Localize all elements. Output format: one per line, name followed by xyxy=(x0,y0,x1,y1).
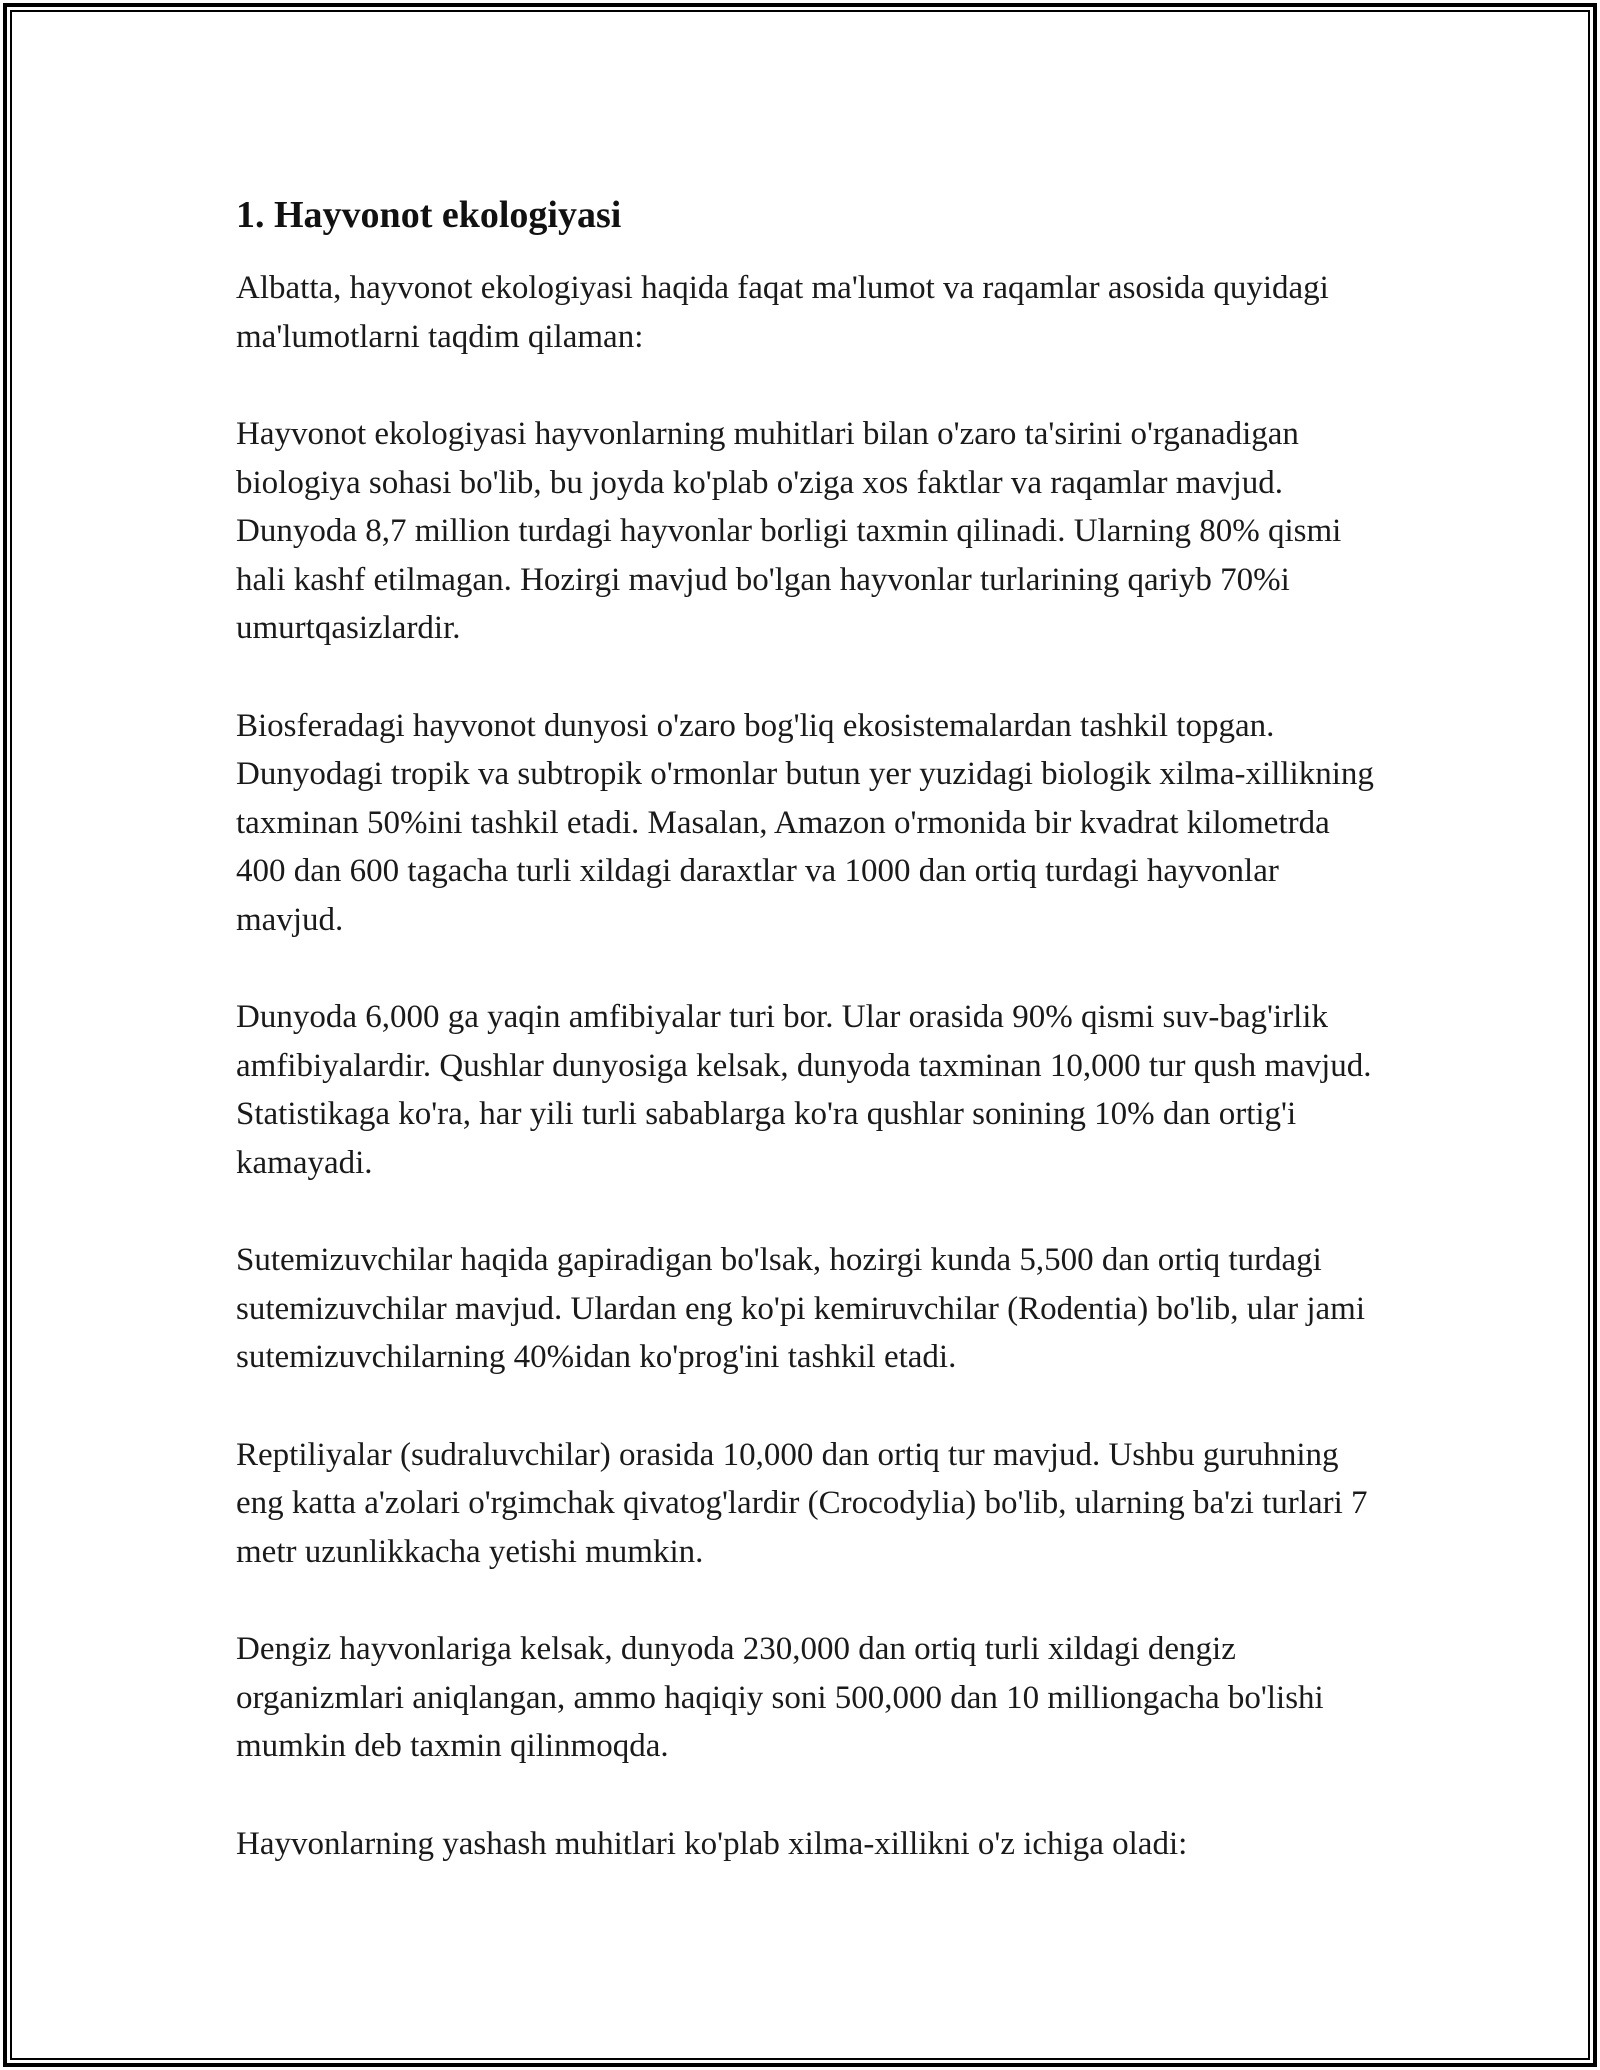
paragraph-animal-ecology: Hayvonot ekologiyasi hayvonlarning muhitlari bilan o'zaro ta'sirini o'rganadigan biologiya sohasi bo'lib, bu joyda ko'plab o'ziga xos faktlar va raqamlar mavjud. Dunyoda 8,7 million turdagi hayvonlar borligi taxmin qilinadi. Ularning 80% qismi hali kashf etilmagan. Hozirgi mavjud bo'lgan hayvonlar turlarining qariyb 70%i umurtqasizlardir. xyxy=(236,416,1342,646)
document-page xyxy=(236,190,1386,1868)
paragraph-biosphere: Biosferadagi hayvonot dunyosi o'zaro bog'liq ekosistemalardan tashkil topgan. Dunyodagi tropik va subtropik o'rmonlar butun yer yuzidagi biologik xilma-xillikning taxminan 50%ini tashkil etadi. Masalan, Amazon o'rmonida bir kvadrat kilometrda 400 dan 600 tagacha turli xildagi daraxtlar va 1000 dan ortiq turdagi hayvonlar mavjud. xyxy=(236,707,1374,938)
paragraph-intro: Albatta, hayvonot ekologiyasi haqida faqat ma'lumot va raqamlar asosida quyidagi ma'lumotlarni taqdim qilaman: xyxy=(236,270,1329,355)
paragraph-marine-animals: Dengiz hayvonlariga kelsak, dunyoda 230,000 dan ortiq turli xildagi dengiz organizmlari aniqlangan, ammo haqiqiy soni 500,000 dan 10 milliongacha bo'lishi mumkin deb taxmin qilinmoqda. xyxy=(236,1631,1324,1764)
paragraph-reptiles: Reptiliyalar (sudraluvchilar) orasida 10,000 dan ortiq tur mavjud. Ushbu guruhning eng katta a'zolari o'rgimchak qivatog'lardir (Crocodylia) bo'lib, ularning ba'zi turlari 7 metr uzunlikkacha yetishi mumkin. xyxy=(236,1436,1368,1570)
paragraph-amphibians-birds: Dunyoda 6,000 ga yaqin amfibiyalar turi bor. Ular orasida 90% qismi suv-bag'irlik amfibiyalardir. Qushlar dunyosiga kelsak, dunyoda taxminan 10,000 tur qush mavjud. Statistikaga ko'ra, har yili turli sabablarga ko'ra qushlar sonining 10% dan ortig'i kamayadi. xyxy=(236,999,1372,1181)
document-body xyxy=(236,264,1386,1868)
paragraph-habitats: Hayvonlarning yashash muhitlari ko'plab xilma-xillikni o'z ichiga oladi: xyxy=(236,1825,1188,1862)
paragraph-mammals: Sutemizuvchilar haqida gapiradigan bo'lsak, hozirgi kunda 5,500 dan ortiq turdagi sutemizuvchilar mavjud. Ulardan eng ko'pi kemiruvchilar (Rodentia) bo'lib, ular jami sutemizuvchilarning 40%idan ko'prog'ini tashkil etadi. xyxy=(236,1242,1365,1375)
document-title: 1. Hayvonot ekologiyasi xyxy=(236,194,622,236)
